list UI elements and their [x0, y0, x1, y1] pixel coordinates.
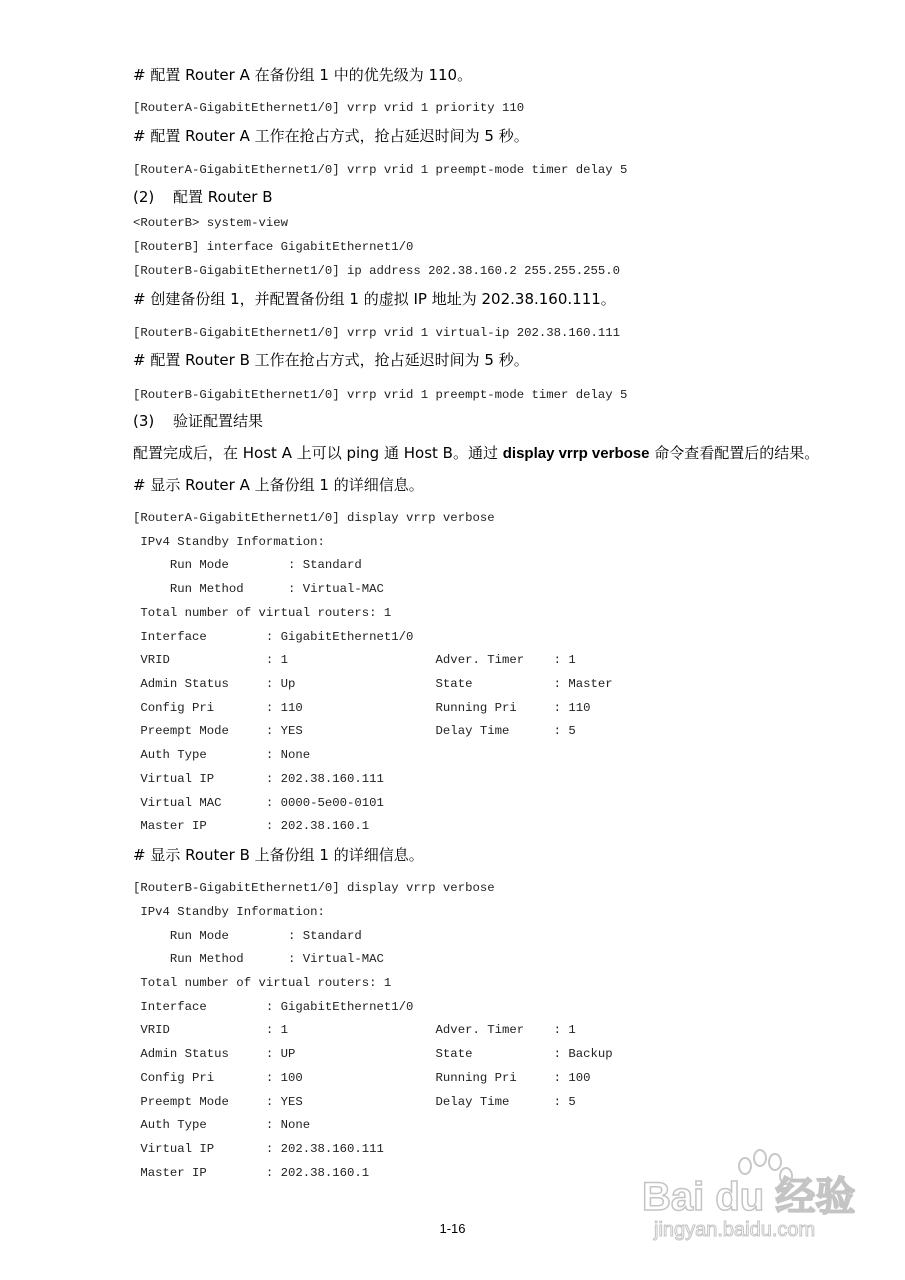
code-line: Preempt Mode : YES Delay Time : 5: [133, 1095, 576, 1109]
code-line: Auth Type : None: [133, 748, 311, 762]
watermark-url: jingyan.baidu.com: [654, 1219, 816, 1241]
code-line: Run Method : Virtual-MAC: [133, 582, 384, 596]
watermark-brand: Bai du 经验: [642, 1175, 856, 1219]
code-line: Preempt Mode : YES Delay Time : 5: [133, 724, 576, 738]
comment-line: # 创建备份组 1，并配置备份组 1 的虚拟 IP 地址为 202.38.160.111。: [133, 290, 616, 308]
step-heading: [133, 412, 263, 430]
code-line: Config Pri : 110 Running Pri : 110: [133, 701, 591, 715]
command-name: display vrrp verbose: [502, 445, 650, 462]
code-line: Master IP : 202.38.160.1: [133, 1166, 370, 1180]
code-line: [RouterB-GigabitEthernet1/0] vrrp vrid 1 virtual-ip 202.38.160.111: [133, 326, 621, 340]
code-line: [RouterB] interface GigabitEthernet1/0: [133, 240, 414, 254]
code-line: Admin Status : Up State : Master: [133, 677, 613, 691]
code-line: Interface : GigabitEthernet1/0: [133, 1000, 414, 1014]
code-line: Total number of virtual routers: 1: [133, 976, 392, 990]
baidu-jingyan-watermark: [640, 1148, 860, 1248]
code-line: Run Mode : Standard: [133, 558, 362, 572]
step-number: (3): [133, 412, 155, 430]
code-line: [RouterB-GigabitEthernet1/0] ip address 202.38.160.2 255.255.255.0: [133, 264, 621, 278]
code-line: [RouterB-GigabitEthernet1/0] vrrp vrid 1 preempt-mode timer delay 5: [133, 388, 628, 402]
code-line: Virtual IP : 202.38.160.111: [133, 1142, 384, 1156]
comment-line: # 配置 Router B 工作在抢占方式，抢占延迟时间为 5 秒。: [133, 351, 529, 369]
code-line: Admin Status : UP State : Backup: [133, 1047, 613, 1061]
code-line: Run Mode : Standard: [133, 929, 362, 943]
code-line: [RouterA-GigabitEthernet1/0] vrrp vrid 1 preempt-mode timer delay 5: [133, 163, 628, 177]
paw-toe: [739, 1158, 751, 1174]
comment-line: # 配置 Router A 在备份组 1 中的优先级为 110。: [133, 66, 473, 84]
paw-toe: [754, 1150, 766, 1166]
code-line: VRID : 1 Adver. Timer : 1: [133, 653, 576, 667]
code-line: Run Method : Virtual-MAC: [133, 952, 384, 966]
code-line: Total number of virtual routers: 1: [133, 606, 392, 620]
code-line: Master IP : 202.38.160.1: [133, 819, 370, 833]
paragraph: [133, 444, 819, 463]
paw-toe: [769, 1154, 781, 1170]
code-line: IPv4 Standby Information:: [133, 905, 325, 919]
code-line: Config Pri : 100 Running Pri : 100: [133, 1071, 591, 1085]
code-line: IPv4 Standby Information:: [133, 535, 325, 549]
paragraph-text: 配置完成后，在 Host A 上可以 ping 通 Host B。通过: [133, 444, 503, 462]
code-line: Interface : GigabitEthernet1/0: [133, 630, 414, 644]
code-line: [RouterB-GigabitEthernet1/0] display vrrp verbose: [133, 881, 495, 895]
comment-line: # 配置 Router A 工作在抢占方式，抢占延迟时间为 5 秒。: [133, 127, 529, 145]
paragraph-text: 命令查看配置后的结果。: [649, 444, 820, 462]
comment-line: # 显示 Router A 上备份组 1 的详细信息。: [133, 476, 424, 494]
code-line: <RouterB> system-view: [133, 216, 288, 230]
code-line: Virtual MAC : 0000-5e00-0101: [133, 796, 384, 810]
code-line: Auth Type : None: [133, 1118, 311, 1132]
page-number: 1-16: [439, 1221, 466, 1236]
code-line: [RouterA-GigabitEthernet1/0] vrrp vrid 1 priority 110: [133, 101, 525, 115]
step-number: (2): [133, 188, 155, 206]
code-line: Virtual IP : 202.38.160.111: [133, 772, 384, 786]
step-heading: [133, 188, 273, 206]
code-line: [RouterA-GigabitEthernet1/0] display vrrp verbose: [133, 511, 495, 525]
comment-line: # 显示 Router B 上备份组 1 的详细信息。: [133, 846, 424, 864]
code-line: VRID : 1 Adver. Timer : 1: [133, 1023, 576, 1037]
step-title: 配置 Router B: [173, 188, 273, 206]
step-title: 验证配置结果: [173, 412, 264, 430]
